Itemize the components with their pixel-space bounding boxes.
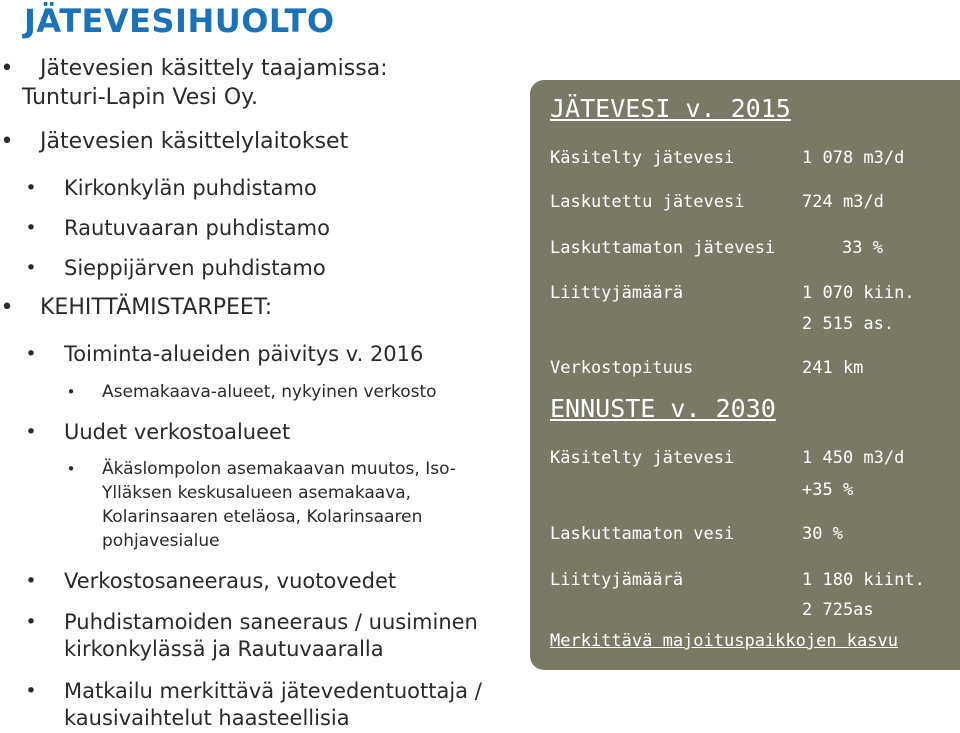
bullet-development-needs: • KEHITTÄMISTARPEET: xyxy=(22,293,272,322)
stat-label: Käsitelty jätevesi xyxy=(550,448,735,468)
stat-value-secondary: 2 725as xyxy=(802,600,874,620)
bullet-treatment-plants: • Jätevesien käsittelylaitokset xyxy=(22,127,348,156)
need-item: • Matkailu merkittävä jätevedentuottaja / xyxy=(46,677,482,706)
stat-value: 1 450 m3/d xyxy=(802,448,905,468)
bullet-icon xyxy=(24,567,38,596)
bullet-icon xyxy=(24,214,38,243)
bullet-treatment-area-line2: Tunturi-Lapin Vesi Oy. xyxy=(22,85,259,110)
need-subitem: • Asemakaava-alueet, nykyinen verkosto xyxy=(84,380,437,404)
stat-value: 241 km xyxy=(802,358,864,378)
need-subitem-line: pohjavesialue xyxy=(102,531,220,551)
panel-heading-2030: ENNUSTE v. 2030 xyxy=(550,394,776,423)
page-title: JÄTEVESIHUOLTO xyxy=(24,2,335,40)
need-item-line: kirkonkylässä ja Rautuvaaralla xyxy=(64,637,384,661)
need-item: • Uudet verkostoalueet xyxy=(46,418,290,447)
need-item: • Puhdistamoiden saneeraus / uusiminen xyxy=(46,608,478,637)
bullet-icon xyxy=(24,608,38,637)
stat-value: 30 % xyxy=(802,524,843,544)
stat-value-secondary: 2 515 as. xyxy=(802,314,895,334)
panel-heading-2015: JÄTEVESI v. 2015 xyxy=(550,94,791,123)
bullet-icon xyxy=(24,340,38,369)
stat-value-secondary: +35 % xyxy=(802,480,854,500)
stat-value: 1 070 kiin. xyxy=(802,283,915,303)
bullet-icon xyxy=(24,254,38,283)
stat-label: Laskutettu jätevesi xyxy=(550,192,745,212)
bullet-icon xyxy=(24,418,38,447)
need-item: • Verkostosaneeraus, vuotovedet xyxy=(46,567,396,596)
need-item-line: kausivaihtelut haasteellisia xyxy=(64,706,350,730)
stat-label: Verkostopituus xyxy=(550,358,694,378)
bullet-icon xyxy=(24,677,38,706)
stat-label: Laskuttamaton vesi xyxy=(550,524,735,544)
stat-label: Liittyjämäärä xyxy=(550,570,684,590)
need-subitem-line: Ylläksen keskusalueen asemakaava, xyxy=(102,483,412,503)
bullet-icon xyxy=(0,293,14,322)
need-subitem-line: Kolarinsaaren eteläosa, Kolarinsaaren xyxy=(102,507,423,527)
stat-value: 1 078 m3/d xyxy=(802,148,905,168)
bullet-icon xyxy=(64,380,78,404)
bullet-treatment-area: • Jätevesien käsittely taajamissa: xyxy=(22,54,388,83)
stat-label: Käsitelty jätevesi xyxy=(550,148,735,168)
need-item: • Toiminta-alueiden päivitys v. 2016 xyxy=(46,340,423,369)
plant-item: • Rautuvaaran puhdistamo xyxy=(46,214,330,243)
plant-item: • Sieppijärven puhdistamo xyxy=(46,254,326,283)
bullet-icon xyxy=(24,174,38,203)
bullet-icon xyxy=(64,457,78,481)
stat-label: Laskuttamaton jätevesi xyxy=(550,238,776,258)
plant-item: • Kirkonkylän puhdistamo xyxy=(46,174,317,203)
stat-label: Liittyjämäärä xyxy=(550,283,684,303)
statistics-panel xyxy=(530,80,960,670)
stat-value: 33 % xyxy=(842,238,883,258)
panel-footer-note: Merkittävä majoituspaikkojen kasvu xyxy=(550,631,898,651)
need-subitem: • Äkäslompolon asemakaavan muutos, Iso- xyxy=(84,457,456,481)
bullet-icon xyxy=(0,54,14,83)
stat-value: 1 180 kiint. xyxy=(802,570,925,590)
bullet-icon xyxy=(0,127,14,156)
stat-value: 724 m3/d xyxy=(802,192,884,212)
